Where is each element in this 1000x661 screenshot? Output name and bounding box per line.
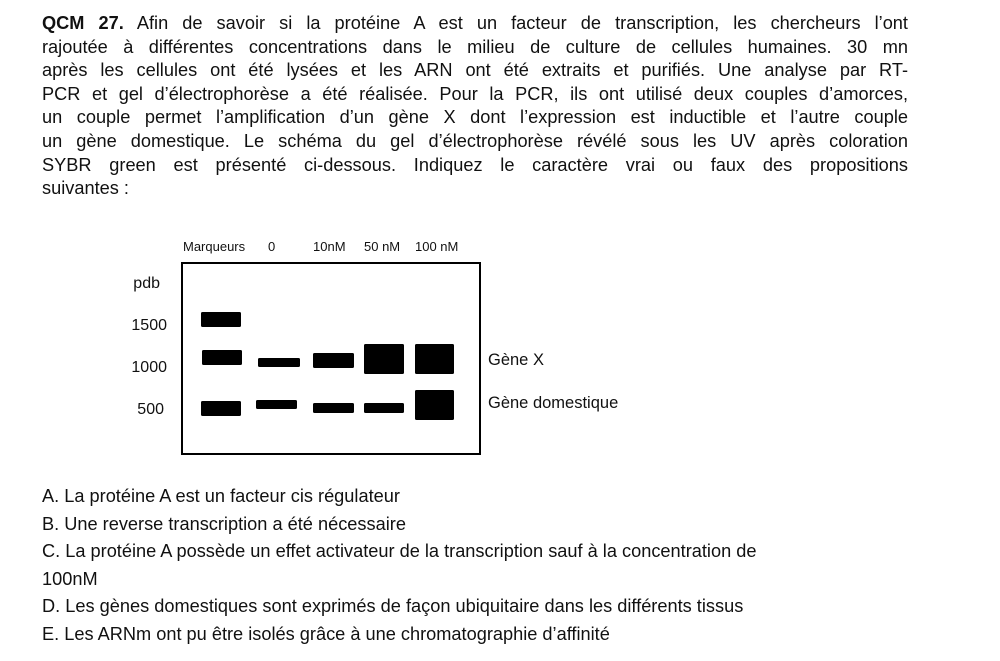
band-marker-500: [201, 401, 241, 416]
band-50nm-gene-x: [364, 344, 404, 374]
gene-domestique-label: Gène domestique: [488, 394, 619, 412]
option-a: A. La protéine A est un facteur cis régulateur: [42, 486, 400, 506]
size-label-500: 500: [137, 401, 164, 418]
question-line-2: rajoutée à différentes concentrations dans le milieu de culture de cellules humaines. 30 mn: [42, 36, 908, 57]
column-label-0: 0: [268, 239, 276, 254]
size-label-1500: 1500: [131, 317, 167, 334]
column-label-100nm: 100 nM: [415, 239, 459, 254]
question-text: [42, 12, 908, 201]
option-e: E. Les ARNm ont pu être isolés grâce à une chromatographie d’affinité: [42, 623, 610, 644]
band-0-gene-domestique: [256, 400, 297, 409]
band-marker-1000: [202, 350, 242, 365]
question-line-3: après les cellules ont été lysées et les ARN ont été extraits et purifiés. Une analyse par RT-: [42, 60, 908, 81]
question-line-6: un gène domestique. Le schéma du gel d’électrophorèse révélé sous les UV après coloration: [42, 130, 908, 151]
gene-x-label: Gène X: [488, 351, 544, 369]
answer-options: [42, 483, 757, 649]
option-d: D. Les gènes domestiques sont exprimés de façon ubiquitaire dans les différents tissus: [42, 596, 744, 617]
band-10nm-gene-x: [313, 353, 354, 368]
column-label-10nm: 10nM: [313, 239, 346, 254]
size-unit-label: pdb: [133, 275, 160, 292]
band-100nm-gene-domestique: [415, 390, 454, 420]
band-0-gene-x: [258, 358, 300, 367]
question-line-4: PCR et gel d’électrophorèse a été réalisée. Pour la PCR, ils ont utilisé deux couples d’amorces,: [42, 83, 908, 104]
column-label-marqueurs: Marqueurs: [183, 239, 246, 254]
band-50nm-gene-domestique: [364, 403, 404, 413]
option-c: C. La protéine A possède un effet activateur de la transcription sauf à la concentration de: [42, 541, 757, 562]
question-line-7: SYBR green est présenté ci-dessous. Indiquez le caractère vrai ou faux des propositions: [42, 154, 908, 175]
question-line-5: un couple permet l’amplification d’un gène X dont l’expression est inductible et l’autre couple: [42, 107, 908, 128]
option-b: B. Une reverse transcription a été nécessaire: [42, 513, 406, 534]
column-label-50nm: 50 nM: [364, 239, 401, 254]
size-label-1000: 1000: [131, 359, 167, 376]
option-c-continued: 100nM: [42, 568, 98, 589]
question-line-1: QCM 27. Afin de savoir si la protéine A est un facteur de transcription, les chercheurs l’ont: [42, 13, 908, 33]
question-line-8: suivantes :: [42, 178, 129, 199]
band-100nm-gene-x: [415, 344, 454, 374]
band-marker-1500: [201, 312, 241, 327]
question-number: QCM 27.: [42, 13, 124, 33]
band-10nm-gene-domestique: [313, 403, 354, 413]
